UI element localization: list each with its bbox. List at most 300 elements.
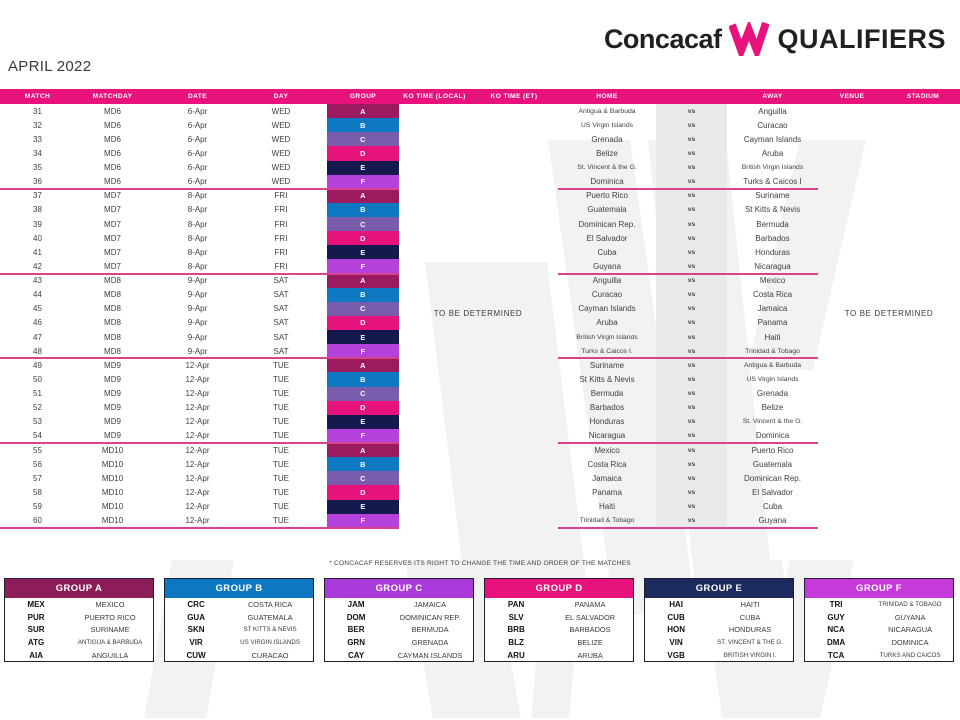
match-number: 45 [33, 304, 42, 314]
day-cell: TUE [273, 389, 289, 399]
vs-label: vs [687, 178, 696, 186]
venue-cell [818, 401, 886, 415]
stadium-cell [886, 132, 960, 146]
team-name: TURKS AND CAICOS [879, 651, 941, 659]
fixture-row [0, 471, 960, 485]
match-number: 47 [33, 332, 42, 342]
group-team-row [5, 636, 153, 649]
venue-cell [818, 500, 886, 514]
group-team-row [485, 636, 633, 649]
group-badge: E [327, 500, 399, 514]
date-cell: 12-Apr [185, 403, 210, 413]
matchday-cell: MD10 [101, 445, 124, 455]
home-team: Belize [596, 148, 618, 158]
date-cell: 12-Apr [185, 360, 210, 370]
team-name: SURINAME [90, 625, 130, 635]
group-team-row [645, 636, 793, 649]
vs-label: vs [687, 206, 696, 214]
home-team: Dominican Rep. [578, 219, 636, 229]
matchday-separator [558, 273, 818, 275]
ko-et-cell [470, 217, 558, 231]
ko-local-cell [399, 401, 470, 415]
ko-et-cell [470, 358, 558, 372]
team-name: CAYMAN ISLANDS [397, 650, 463, 660]
team-code: GRN [347, 637, 365, 647]
group-badge: C [327, 387, 399, 401]
vs-label: vs [687, 432, 696, 440]
group-badge: B [327, 457, 399, 471]
spacer-cell [317, 175, 327, 189]
match-number: 42 [33, 261, 42, 271]
venue-cell [818, 203, 886, 217]
spacer-cell [317, 514, 327, 528]
team-code: PAN [507, 599, 525, 609]
ko-et-cell [470, 175, 558, 189]
group-team-row [805, 623, 953, 636]
home-team: Puerto Rico [586, 191, 628, 201]
away-team: Jamaica [757, 304, 788, 314]
group-table [804, 578, 954, 662]
ko-et-cell [470, 146, 558, 160]
date-cell: 6-Apr [187, 134, 208, 144]
group-badge: E [327, 161, 399, 175]
group-badge: D [327, 316, 399, 330]
vs-label: vs [687, 361, 696, 369]
team-code: CAY [348, 650, 365, 660]
spacer-cell [317, 132, 327, 146]
team-name: BARBADOS [569, 625, 611, 635]
ko-et-cell [470, 344, 558, 358]
header-spacer [317, 89, 327, 104]
day-cell: TUE [273, 487, 289, 497]
spacer-cell [317, 161, 327, 175]
away-team: Guatemala [752, 459, 793, 469]
match-number: 39 [33, 219, 42, 229]
group-badge: C [327, 217, 399, 231]
match-number: 53 [33, 417, 42, 427]
stadium-cell [886, 203, 960, 217]
group-table [164, 578, 314, 662]
team-name: MEXICO [95, 599, 125, 609]
venue-cell [818, 231, 886, 245]
team-name: EL SALVADOR [565, 612, 616, 622]
fixture-row [0, 485, 960, 499]
away-team: Guyana [758, 516, 787, 526]
team-code: ARU [507, 650, 525, 660]
venue-cell [818, 245, 886, 259]
matchday-separator [558, 357, 818, 359]
group-badge: C [327, 302, 399, 316]
away-team: Puerto Rico [751, 445, 794, 455]
fixture-row [0, 203, 960, 217]
group-team-row [645, 649, 793, 662]
group-badge: A [327, 274, 399, 288]
ko-local-cell [399, 288, 470, 302]
fixture-row [0, 401, 960, 415]
group-team-row [805, 611, 953, 624]
matchday-cell: MD7 [104, 191, 121, 201]
group-team-row [325, 611, 473, 624]
home-team: St Kitts & Nevis [579, 374, 635, 384]
spacer-cell [317, 500, 327, 514]
spacer-cell [317, 274, 327, 288]
home-team: Anguilla [592, 276, 622, 286]
spacer-cell [317, 231, 327, 245]
matchday-cell: MD8 [104, 332, 121, 342]
match-number: 32 [33, 120, 42, 130]
fixture-row [0, 429, 960, 443]
match-number: 55 [33, 445, 42, 455]
team-code: VIR [189, 637, 203, 647]
date-cell: 8-Apr [187, 205, 208, 215]
day-cell: FRI [274, 191, 288, 201]
date-cell: 12-Apr [185, 389, 210, 399]
away-team: Belize [761, 403, 784, 413]
venue-cell [818, 161, 886, 175]
match-number: 38 [33, 205, 42, 215]
away-team: El Salvador [752, 487, 793, 497]
group-badge: C [327, 471, 399, 485]
team-name: TRINIDAD & TOBAGO [878, 600, 942, 608]
fixture-row [0, 104, 960, 118]
group-badge: A [327, 104, 399, 118]
home-team: Honduras [589, 417, 625, 427]
home-team: Guyana [592, 261, 622, 271]
team-code: CUW [186, 650, 206, 660]
vs-label: vs [687, 460, 696, 468]
away-team: Suriname [755, 191, 790, 201]
home-team: Costa Rica [587, 459, 627, 469]
home-team: Nicaragua [588, 431, 626, 441]
group-team-row [5, 598, 153, 611]
w-icon [729, 22, 769, 56]
away-team: Dominican Rep. [744, 473, 801, 483]
date-cell: 12-Apr [185, 487, 210, 497]
ko-local-cell [399, 245, 470, 259]
venue-cell [818, 259, 886, 273]
team-code: HAI [669, 599, 683, 609]
page-title: APRIL 2022 [8, 58, 92, 75]
stadium-cell [886, 161, 960, 175]
stadium-cell [886, 274, 960, 288]
group-table-header: GROUP E [645, 579, 793, 598]
team-code: JAM [347, 599, 365, 609]
matchday-cell: MD10 [101, 473, 124, 483]
venue-cell [818, 175, 886, 189]
vs-label: vs [687, 305, 696, 313]
home-team: St. Vincent & the G. [577, 164, 637, 172]
away-team: Honduras [755, 247, 790, 257]
vs-label: vs [687, 319, 696, 327]
team-code: SLV [508, 612, 524, 622]
brand-logo [604, 22, 946, 56]
home-team: Haiti [598, 502, 615, 512]
group-team-row [165, 598, 313, 611]
team-code: AIA [29, 650, 43, 660]
group-team-row [485, 598, 633, 611]
matchday-cell: MD6 [104, 177, 121, 187]
team-code: TRI [829, 599, 843, 609]
team-code: TCA [827, 650, 845, 660]
group-badge: B [327, 288, 399, 302]
venue-cell [818, 104, 886, 118]
match-number: 52 [33, 403, 42, 413]
matchday-cell: MD10 [101, 459, 124, 469]
fixture-row [0, 457, 960, 471]
header-ko-et: KO TIME (ET) [490, 93, 538, 100]
away-team: Aruba [761, 148, 784, 158]
stadium-cell [886, 485, 960, 499]
ko-et-cell [470, 274, 558, 288]
group-table-header: GROUP F [805, 579, 953, 598]
ko-et-cell [470, 514, 558, 528]
ko-et-cell [470, 245, 558, 259]
matchday-cell: MD10 [101, 487, 124, 497]
brand-concacaf-text: Concacaf [603, 23, 722, 54]
vs-label: vs [687, 149, 696, 157]
team-name: BRITISH VIRGIN I. [723, 651, 777, 659]
date-cell: 12-Apr [185, 431, 210, 441]
vs-label: vs [687, 404, 696, 412]
ko-local-cell [399, 415, 470, 429]
day-cell: SAT [273, 304, 289, 314]
venue-cell [818, 358, 886, 372]
match-number: 60 [33, 516, 42, 526]
vs-label: vs [687, 474, 696, 482]
fixture-row [0, 415, 960, 429]
match-number: 46 [33, 318, 42, 328]
fixture-row [0, 288, 960, 302]
team-code: BER [347, 625, 365, 635]
group-badge: A [327, 443, 399, 457]
fixture-row [0, 274, 960, 288]
group-table [324, 578, 474, 662]
home-team: Guatemala [587, 205, 627, 215]
match-number: 43 [33, 276, 42, 286]
away-team: Cuba [762, 502, 783, 512]
fixture-row [0, 344, 960, 358]
venue-cell [818, 485, 886, 499]
fixture-row [0, 189, 960, 203]
away-team: Turks & Caicos I [743, 177, 802, 187]
vs-label: vs [687, 347, 696, 355]
day-cell: FRI [274, 219, 288, 229]
team-code: SKN [187, 625, 205, 635]
day-cell: TUE [273, 374, 289, 384]
date-cell: 8-Apr [187, 219, 208, 229]
venue-cell [818, 217, 886, 231]
group-badge: A [327, 189, 399, 203]
date-cell: 6-Apr [187, 163, 208, 173]
stadium-cell [886, 514, 960, 528]
away-team: Antigua & Barbuda [743, 361, 802, 369]
spacer-cell [317, 189, 327, 203]
vs-label: vs [687, 418, 696, 426]
stadium-cell [886, 457, 960, 471]
spacer-cell [317, 146, 327, 160]
matchday-cell: MD9 [104, 431, 121, 441]
ko-et-cell [470, 429, 558, 443]
spacer-cell [317, 203, 327, 217]
spacer-cell [317, 104, 327, 118]
home-team: Barbados [589, 403, 625, 413]
group-badge: E [327, 415, 399, 429]
venue-cell [818, 443, 886, 457]
team-code: VIN [669, 637, 683, 647]
venue-cell [818, 387, 886, 401]
match-number: 36 [33, 177, 42, 187]
away-team: Trinidad & Tobago [745, 347, 800, 355]
stadium-cell [886, 259, 960, 273]
header-stadium: STADIUM [906, 93, 940, 100]
ko-local-cell [399, 457, 470, 471]
ko-local-cell [399, 104, 470, 118]
date-cell: 6-Apr [187, 106, 208, 116]
date-cell: 9-Apr [187, 346, 208, 356]
ko-et-cell [470, 485, 558, 499]
venue-cell [818, 457, 886, 471]
home-team: Bermuda [590, 389, 624, 399]
home-team: US Virgin Islands [580, 121, 633, 129]
fixture-row [0, 161, 960, 175]
venue-cell [818, 344, 886, 358]
spacer-cell [317, 471, 327, 485]
matchday-cell: MD7 [104, 219, 121, 229]
team-name: CURACAO [251, 650, 289, 660]
ko-local-cell [399, 175, 470, 189]
fixture-row [0, 500, 960, 514]
ko-et-cell [470, 372, 558, 386]
date-cell: 12-Apr [185, 374, 210, 384]
ko-local-cell [399, 372, 470, 386]
matchday-cell: MD6 [104, 148, 121, 158]
footnote: * CONCACAF RESERVES ITS RIGHT TO CHANGE THE TIME AND ORDER OF THE MATCHES [329, 560, 631, 567]
matchday-cell: MD6 [104, 163, 121, 173]
matchday-cell: MD9 [104, 374, 121, 384]
day-cell: TUE [273, 502, 289, 512]
ko-local-cell [399, 217, 470, 231]
home-team: Suriname [589, 360, 625, 370]
day-cell: SAT [273, 332, 289, 342]
home-team: Curacao [591, 290, 623, 300]
stadium-cell [886, 104, 960, 118]
ko-local-cell [399, 118, 470, 132]
stadium-cell [886, 189, 960, 203]
matchday-separator [0, 442, 399, 444]
group-team-row [5, 649, 153, 662]
team-code: ATG [27, 637, 45, 647]
brand-qualifiers-text: QUALIFIERS [777, 23, 946, 54]
stadium-cell [886, 288, 960, 302]
home-team: Trinidad & Tobago [579, 517, 635, 525]
day-cell: WED [271, 106, 291, 116]
match-number: 44 [33, 290, 42, 300]
match-number: 58 [33, 487, 42, 497]
group-badge: F [327, 514, 399, 528]
team-code: HON [667, 625, 685, 635]
stadium-cell [886, 118, 960, 132]
group-badge: F [327, 429, 399, 443]
match-number: 59 [33, 502, 42, 512]
match-number: 41 [33, 247, 42, 257]
ko-local-cell [399, 203, 470, 217]
group-table-header: GROUP D [485, 579, 633, 598]
day-cell: FRI [274, 247, 288, 257]
match-number: 50 [33, 374, 42, 384]
day-cell: WED [271, 163, 291, 173]
match-number: 35 [33, 163, 42, 173]
ko-et-cell [470, 203, 558, 217]
fixture-row [0, 245, 960, 259]
ko-local-cell [399, 259, 470, 273]
spacer-cell [317, 245, 327, 259]
vs-label: vs [687, 192, 696, 200]
header-date: DATE [187, 93, 208, 100]
ko-et-cell [470, 443, 558, 457]
day-cell: WED [271, 134, 291, 144]
header-group: GROUP [349, 93, 377, 100]
ko-et-cell [470, 161, 558, 175]
group-team-row [805, 636, 953, 649]
matchday-cell: MD8 [104, 346, 121, 356]
away-team: Panama [757, 318, 788, 328]
group-team-row [165, 649, 313, 662]
venue-cell [818, 471, 886, 485]
team-code: SUR [27, 625, 45, 635]
ko-local-cell [399, 500, 470, 514]
match-number: 54 [33, 431, 42, 441]
stadium-cell [886, 330, 960, 344]
date-cell: 9-Apr [187, 290, 208, 300]
vs-label: vs [687, 375, 696, 383]
ko-et-cell [470, 387, 558, 401]
day-cell: SAT [273, 346, 289, 356]
spacer-cell [317, 259, 327, 273]
header-day: DAY [273, 93, 289, 100]
team-name: ST. VINCENT & THE G. [717, 638, 783, 646]
spacer-cell [317, 302, 327, 316]
date-cell: 8-Apr [187, 261, 208, 271]
team-code: VGB [667, 650, 685, 660]
team-code: PUR [27, 612, 45, 622]
group-table [4, 578, 154, 662]
fixture-row [0, 443, 960, 457]
away-team: Haiti [764, 332, 781, 342]
match-number: 51 [33, 389, 42, 399]
spacer-cell [317, 316, 327, 330]
home-team: Dominica [590, 177, 624, 187]
group-badge: F [327, 175, 399, 189]
date-cell: 12-Apr [185, 473, 210, 483]
venue-cell [818, 415, 886, 429]
ko-local-cell [399, 231, 470, 245]
matchday-cell: MD7 [104, 205, 121, 215]
match-number: 40 [33, 233, 42, 243]
team-code: MEX [27, 599, 45, 609]
group-badge: D [327, 401, 399, 415]
venue-cell [818, 429, 886, 443]
away-team: US Virgin Islands [746, 375, 799, 383]
group-team-row [165, 611, 313, 624]
spacer-cell [317, 118, 327, 132]
stadium-cell [886, 415, 960, 429]
team-code: BLZ [508, 637, 524, 647]
vs-label: vs [687, 121, 696, 129]
date-cell: 6-Apr [187, 177, 208, 187]
header-home: HOME [596, 93, 618, 100]
away-team: Anguilla [758, 106, 787, 116]
group-table-header: GROUP B [165, 579, 313, 598]
